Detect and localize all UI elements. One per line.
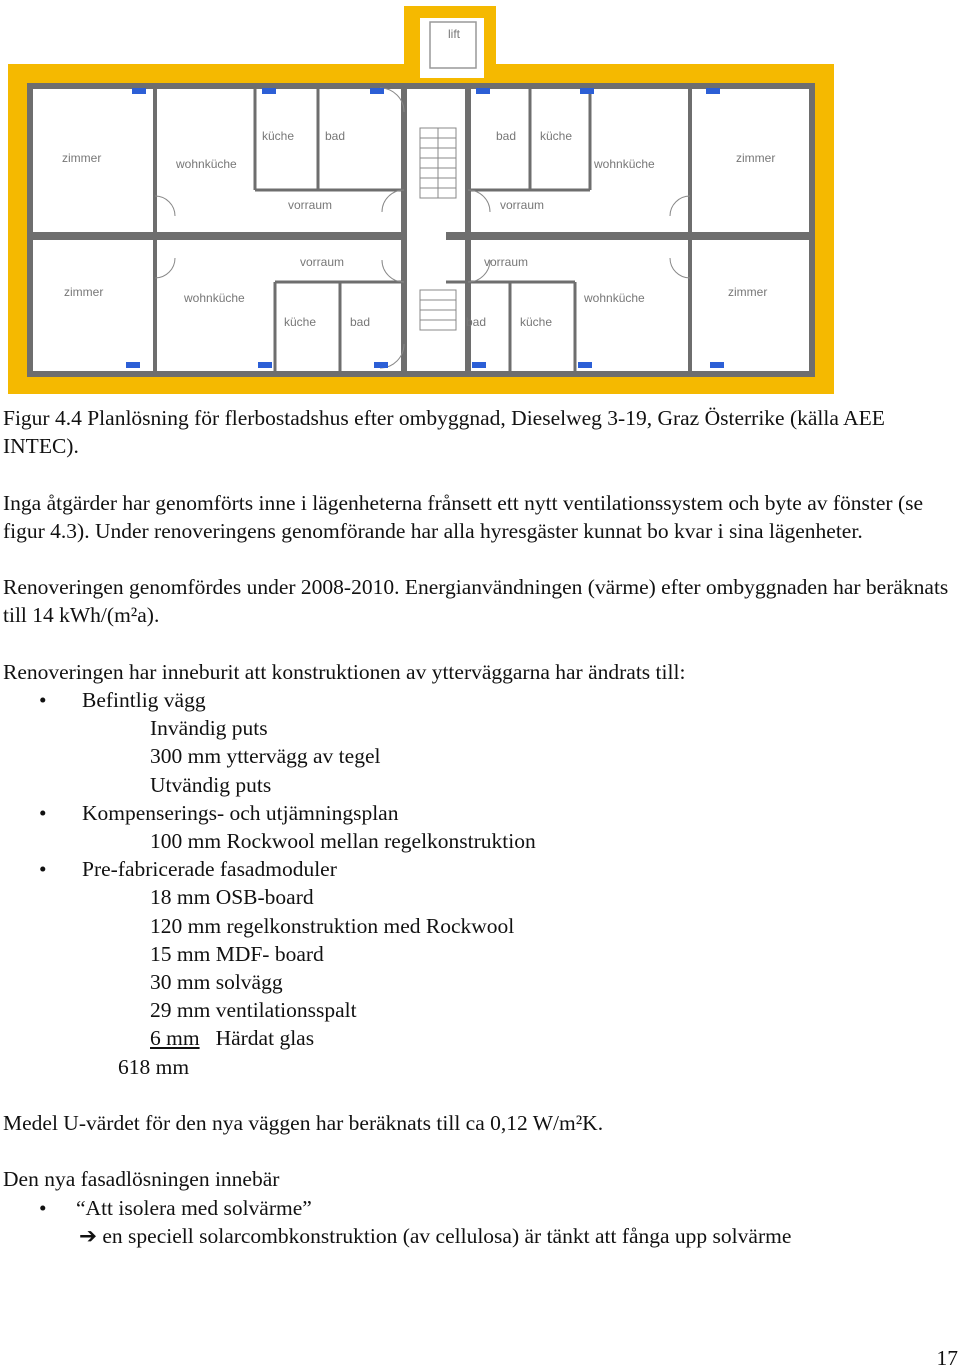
sub-item: 300 mm yttervägg av tegel <box>150 744 381 769</box>
arrow-line: ➔ en speciell solarcombkonstruktion (av cellulosa) är tänkt att fånga upp solvärme <box>79 1223 792 1248</box>
room-label: zimmer <box>64 285 104 299</box>
room-label: zimmer <box>62 151 102 165</box>
room-label: zimmer <box>736 151 776 165</box>
sub-item: 15 mm MDF- board <box>150 941 324 966</box>
sub-item-last <box>3 1024 958 1052</box>
bullet: • <box>39 1195 47 1220</box>
sub-item: 30 mm solvägg <box>150 970 283 995</box>
sub-item: Invändig puts <box>150 716 268 741</box>
document-body <box>3 404 958 1250</box>
room-label: bad <box>466 315 487 329</box>
room-label: wohnküche <box>184 291 245 305</box>
floor-plan-figure <box>0 0 960 400</box>
room-label: bad <box>496 129 517 143</box>
paragraph: Renoveringen genomfördes under 2008-2010. Energianvändningen (värme) efter ombyggnaden har beräknats till 14 kWh/(m²a). <box>3 575 949 628</box>
room-label: wohnküche <box>176 157 237 171</box>
room-label: vorraum <box>300 255 345 269</box>
floor-plan-drawing <box>0 0 960 400</box>
bullet: • <box>39 687 47 712</box>
list-item: • Pre-fabricerade fasadmoduler <box>3 855 958 883</box>
arrow-icon: ➔ <box>79 1223 98 1248</box>
room-label: vorraum <box>288 198 333 212</box>
sub-item: 100 mm Rockwool mellan regelkonstruktion <box>150 829 536 853</box>
paragraph: Inga åtgärder har genomförts inne i lägenheterna frånsett ett nytt ventilationssystem och byte av fönster (se figur 4.3). Under renoveringens genomförande har alla hyresgäster kunnat bo kvar i sina lägenheter. <box>3 490 924 543</box>
sub-item: 29 mm ventilationsspalt <box>150 998 357 1023</box>
page-number: 17 <box>936 1346 958 1370</box>
room-label: vorraum <box>500 198 545 212</box>
room-label: wohnküche <box>584 291 645 305</box>
paragraph: Renoveringen har inneburit att konstruktionen av ytterväggarna har ändrats till: <box>3 659 686 684</box>
room-label: küche <box>520 315 553 329</box>
room-label: küche <box>284 315 317 329</box>
last-material: Härdat glas <box>215 1026 315 1051</box>
room-label: bad <box>350 315 371 329</box>
paragraph: Den nya fasadlösningen innebär <box>3 1167 280 1192</box>
room-label: vorraum <box>484 255 529 269</box>
room-label: bad <box>325 129 346 143</box>
room-label: küche <box>540 129 573 143</box>
room-label: zimmer <box>728 285 768 299</box>
list-item: • Kompenserings- och utjämningsplan <box>3 799 958 827</box>
room-label: küche <box>262 129 295 143</box>
list-item: • Befintlig vägg <box>3 686 958 714</box>
room-label: wohnküche <box>594 157 655 171</box>
list-item: • “Att isolera med solvärme” <box>3 1194 958 1222</box>
bullet: • <box>39 800 47 825</box>
last-thickness: 6 mm <box>150 1026 200 1051</box>
sub-item: 120 mm regelkonstruktion med Rockwool <box>150 913 515 938</box>
bullet: • <box>39 857 47 882</box>
paragraph: Medel U-värdet för den nya väggen har beräknats till ca 0,12 W/m²K. <box>3 1111 604 1136</box>
total-thickness: 618 mm <box>118 1054 190 1079</box>
figure-caption: Figur 4.4 Planlösning för flerbostadshus efter ombyggnad, Dieselweg 3-19, Graz Österrike (källa AEE INTEC). <box>3 406 885 459</box>
sub-item: 18 mm OSB-board <box>150 885 314 910</box>
sub-item: Utvändig puts <box>150 772 272 797</box>
room-label-lift: lift <box>448 27 460 41</box>
